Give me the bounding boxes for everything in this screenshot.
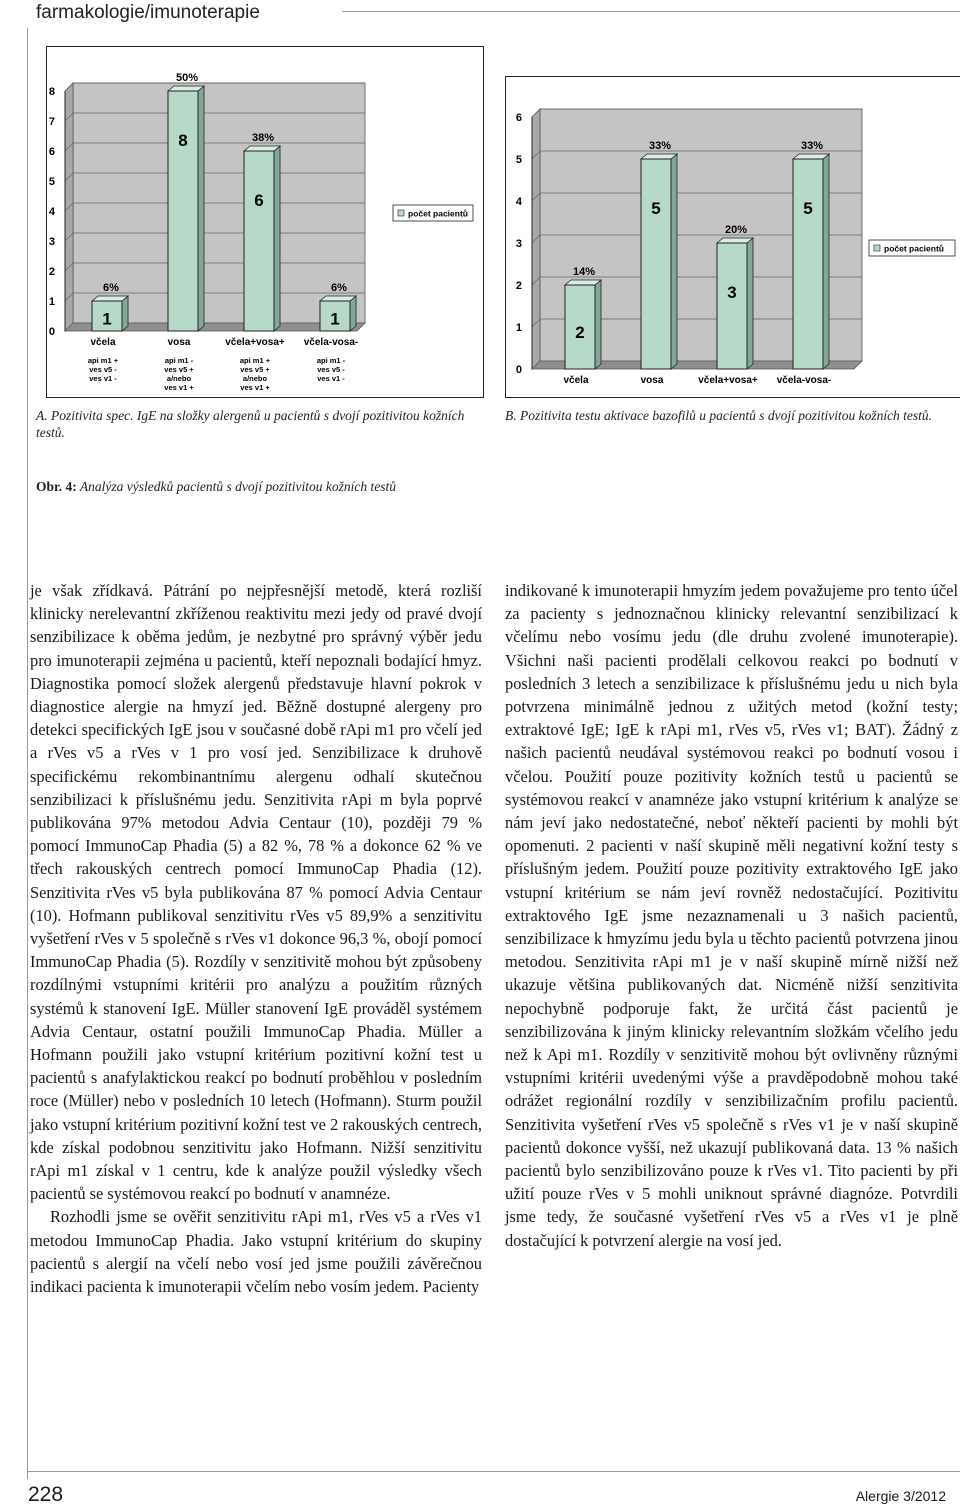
chart-a-category-label: včela+vosa+ xyxy=(225,337,285,348)
chart-a-legend-swatch xyxy=(398,210,404,216)
chart-a-sublabel: api m1 + xyxy=(87,356,119,365)
figure-caption-text: Analýza výsledků pacientů s dvojí pozitivitou kožních testů xyxy=(79,479,396,494)
chart-a-sublabel: a/nebo xyxy=(166,374,192,383)
chart-a-category-label: včela-vosa- xyxy=(303,337,359,348)
chart-b-ytick-label: 0 xyxy=(515,364,522,376)
chart-a-sublabel: ves v5 + xyxy=(164,365,194,374)
chart-a-ytick-label: 5 xyxy=(48,176,55,188)
chart-b-ytick-label: 1 xyxy=(515,322,522,334)
chart-b-category-label: včela xyxy=(563,375,589,386)
chart-a-data-label: 1 xyxy=(330,309,340,329)
figure-label: Obr. xyxy=(36,479,63,494)
chart-b-data-label: 3 xyxy=(727,283,737,302)
chart-a-data-label: 8 xyxy=(178,131,188,150)
chart-b-category-label: včela-vosa- xyxy=(776,375,832,386)
chart-a-category-label: vosa xyxy=(167,337,191,348)
chart-a-bar-side xyxy=(274,146,280,331)
right-column xyxy=(505,579,958,1252)
chart-a-bar-side xyxy=(198,86,204,331)
chart-b-ytick-label: 3 xyxy=(515,238,522,250)
header-rule xyxy=(342,11,960,12)
chart-a-percent-label: 6% xyxy=(331,282,347,294)
chart-a-sublabel: api m1 - xyxy=(164,356,194,365)
chart-a-data-label: 1 xyxy=(102,309,112,329)
chart-a-ytick-label: 6 xyxy=(48,146,55,158)
left-column-paragraph-2: Rozhodli jsme se ověřit senzitivitu rApi m1, rVes v5 a rVes v1 metodou ImmunoCap Phadia. Jako vstupní kritérium do skupiny pacientů s alergií na včelí nebo vosí jed jsme použili závěrečnou indikaci pacienta k imunoterapii včelím nebo vosím jedem. Pacienty xyxy=(30,1207,482,1297)
chart-a-bar-top xyxy=(244,146,280,151)
chart-a-ytick-label: 7 xyxy=(48,116,55,128)
chart-b-bar-top xyxy=(641,154,677,159)
chart-b-ytick-label: 2 xyxy=(515,280,522,292)
chart-b-bar-top xyxy=(793,154,829,159)
chart-b xyxy=(505,76,960,398)
chart-b-ytick-label: 6 xyxy=(515,112,522,124)
chart-a-bar xyxy=(168,91,198,331)
chart-a-ytick-label: 2 xyxy=(48,266,55,278)
chart-b-percent-label: 14% xyxy=(572,266,596,278)
chart-a-ytick-label: 0 xyxy=(48,326,55,338)
chart-a-sublabel: ves v5 - xyxy=(317,365,345,374)
chart-b-bar-side xyxy=(747,238,753,369)
chart-a-sublabel: api m1 - xyxy=(316,356,346,365)
chart-b-bar xyxy=(793,159,823,369)
chart-b-legend-label: počet pacientů xyxy=(884,243,944,254)
chart-b-bar-side xyxy=(671,154,677,369)
chart-a-ytick-label: 1 xyxy=(48,296,55,308)
chart-b-bar-side xyxy=(595,280,601,369)
chart-a-sublabel: a/nebo xyxy=(242,374,268,383)
page-number: 228 xyxy=(28,1483,64,1506)
chart-a-bar xyxy=(244,151,274,331)
chart-b-legend-swatch xyxy=(874,245,880,251)
chart-a-sublabel: ves v5 - xyxy=(89,365,117,374)
chart-a-legend-label: počet pacientů xyxy=(408,208,468,219)
chart-a-ytick-label: 4 xyxy=(48,206,55,218)
chart-a-percent-label: 38% xyxy=(251,132,275,144)
chart-a-bar-side xyxy=(350,296,356,331)
chart-b-bar-top xyxy=(565,280,601,285)
chart-b-category-label: včela+vosa+ xyxy=(698,375,758,386)
chart-a-bar-top xyxy=(92,296,128,301)
chart-a-sublabel: ves v5 + xyxy=(240,365,270,374)
chart-a-sublabel: ves v1 - xyxy=(89,374,117,383)
chart-a-bar-side xyxy=(122,296,128,331)
chart-b-bar xyxy=(641,159,671,369)
chart-b-percent-label: 33% xyxy=(800,140,824,152)
chart-a-bar-top xyxy=(320,296,356,301)
chart-b-bar-side xyxy=(823,154,829,369)
chart-a-category-label: včela xyxy=(90,337,116,348)
section-title: farmakologie/imunoterapie xyxy=(36,2,260,23)
chart-a-sublabel: ves v1 + xyxy=(164,383,194,392)
chart-b-data-label: 5 xyxy=(651,199,661,218)
figure-number: 4: xyxy=(65,479,77,494)
journal-name: Alergie 3/2012 xyxy=(855,1488,946,1504)
chart-a xyxy=(46,46,484,398)
chart-a-sublabel: api m1 + xyxy=(239,356,271,365)
left-column xyxy=(30,579,482,1298)
right-column-paragraph: indikované k imunoterapii hmyzím jedem považujeme pro tento účel za pacienty s jednoznačnou klinicky relevantní senzibilizací k včelímu nebo vosímu jedu (dle druhu zvolené imunoterapie). Všichni naši pacienti prodělali celkovou reakci po bodnutí v posledních 3 letech a senzibilizace k příslušnému jedu u nich byla potvrzena minimálně jednou z užitých metod (kožní testy; extraktové IgE; IgE k rApi m1, rVes v5, rVes v1; BAT). Žádný z našich pacientů neudával systémovou reakci po bodnutí vosou i včelou. Použití pouze pozitivity kožních testů u pacientů se systémovou reakcí v anamnéze jako vstupní kritérium k analýze se nám jeví jako nedostatečné, neboť někteří pacienti by mohli být opomenuti. 2 pacienti v naší skupině měli negativní kožní testy s příslušným jedem. Použití pouze pozitivity extraktového IgE jako vstupní kritérium se nám jeví rovněž nedostačující. Pozitivitu extraktového IgE jsme nezaznamenali u 3 našich pacientů, senzibilizace k hmyzímu jedu byla u těchto pacientů potvrzena jinou metodou. Senzitivita rApi m1 je v naší skupině mírně nižší než ukazuje většina publikovaných dat. Nicméně nižší senzitivita nepochybně podporuje fakt, že určitá část pacientů je senzibilizována k jiným klinicky relevantním složkám včelího jedu než k Api m1. Rozdíly v senzitivitě mohou být ovlivněny různými vstupními kritérii uvedenými výše a pravděpodobně mohou také odrážet regionální rozdíly v senzibilizačním profilu pacientů. Senzitivita vyšetření rVes v5 společně s rVes v1 je v naší skupině pacientů dokonce vyšší, než ukazují publikovaná data. 13 % našich pacientů bylo senzibilizováno pouze k rVes v1. Tito pacienti by při užití pouze rVes v 5 mohli uniknout správné diagnóze. Potvrdili jsme tedy, že současné vyšetření rVes v5 a rVes v1 je plně dostačující k potvrzení alergie na vosí jed. xyxy=(505,581,958,1250)
chart-a-ytick-label: 3 xyxy=(48,236,55,248)
chart-a-svg xyxy=(47,47,483,397)
chart-b-percent-label: 33% xyxy=(648,140,672,152)
chart-a-sublabel: ves v1 - xyxy=(317,374,345,383)
chart-b-bar-top xyxy=(717,238,753,243)
chart-b-data-label: 2 xyxy=(575,323,585,343)
chart-b-ytick-label: 5 xyxy=(515,154,522,166)
chart-b-svg xyxy=(506,77,960,397)
chart-a-caption: A. Pozitivita spec. IgE na složky alergenů u pacientů s dvojí pozitivitou kožních testů. xyxy=(36,408,465,440)
chart-a-sublabel: ves v1 + xyxy=(240,383,270,392)
chart-b-ytick-label: 4 xyxy=(515,196,522,208)
chart-a-percent-label: 50% xyxy=(175,72,199,84)
running-header xyxy=(0,0,960,28)
chart-a-percent-label: 6% xyxy=(103,282,119,294)
chart-a-ytick-label: 8 xyxy=(48,86,55,98)
chart-b-caption: B. Pozitivita testu aktivace bazofilů u pacientů s dvojí pozitivitou kožních testů. xyxy=(505,408,933,423)
left-column-paragraph-1: je však zřídkavá. Pátrání po nejpřesnější metodě, která rozliší klinicky nerelevantní zkříženou reaktivitu mezi jedy od pravé dvojí senzibilizace k oběma jedům, je nezbytné pro správný výběr jedu pro imunoterapii zejména u pacientů, kteří nepoznali bodající hmyz. Diagnostika pomocí složek alergenů představuje hlavní pokrok v diagnostice alergie na hmyzí jed. Běžně dostupné alergeny pro detekci specifických IgE jsou v současné době rApi m1 pro včelí jed a rVes v5 a rVes v 1 pro vosí jed. Senzibilizace k druhově specifickému rekombinantnímu alergenu odhalí skutečnou senzibilizaci k příslušnému jedu. Senzitivita rApi m byla poprvé publikována 97% metodou Advia Centaur (10), později 79 % pomocí ImmunoCap Phadia (5) a 82 %, 78 % a dokonce 62 % ve třech rakouských centrech pomocí ImmunoCap Phadia (12). Senzitivita rVes v5 byla publikována 87 % pomocí Advia Centaur (10). Hofmann publikoval senzitivitu rVes v5 89,9% a senzitivitu vyšetření rVes v 5 společně s rVes v1 dokonce 96,3 %, obojí pomocí ImmunoCap Phadia (5). Rozdíly v senzitivitě mohou být způsobeny rozdílnými vstupními kritérii pro analýzu a použitím různých systémů k stanovení IgE. Müller stanovení IgE prováděl systémem Advia Centaur, ostatní použili ImmunoCap Phadia. Müller a Hofmann použili jako vstupní kritérium pozitivní kožní test u pacientů s anafylaktickou reakcí po bodnutí proběhlou v posledním roce (Müller) nebo v posledních 10 letech (Hofmann). Sturm použil jako vstupní kritérium pozitivní kožní test ve 2 rakouských centrech, kde získal podobnou senzitivitu jako Hofmann. Nižší senzitivitu rApi m1 získal v 1 centru, kde k analýze použil výsledky všech pacientů se systémovou reakcí po bodnutí v anamnéze. xyxy=(30,581,482,1204)
chart-a-data-label: 6 xyxy=(254,191,264,210)
chart-b-data-label: 5 xyxy=(803,199,813,218)
chart-b-bar xyxy=(717,243,747,369)
figure-caption xyxy=(36,479,396,495)
left-page-rule xyxy=(27,28,28,1479)
chart-b-category-label: vosa xyxy=(640,375,664,386)
chart-b-percent-label: 20% xyxy=(724,224,748,236)
footer-rule xyxy=(27,1471,960,1472)
chart-a-bar-top xyxy=(168,86,204,91)
